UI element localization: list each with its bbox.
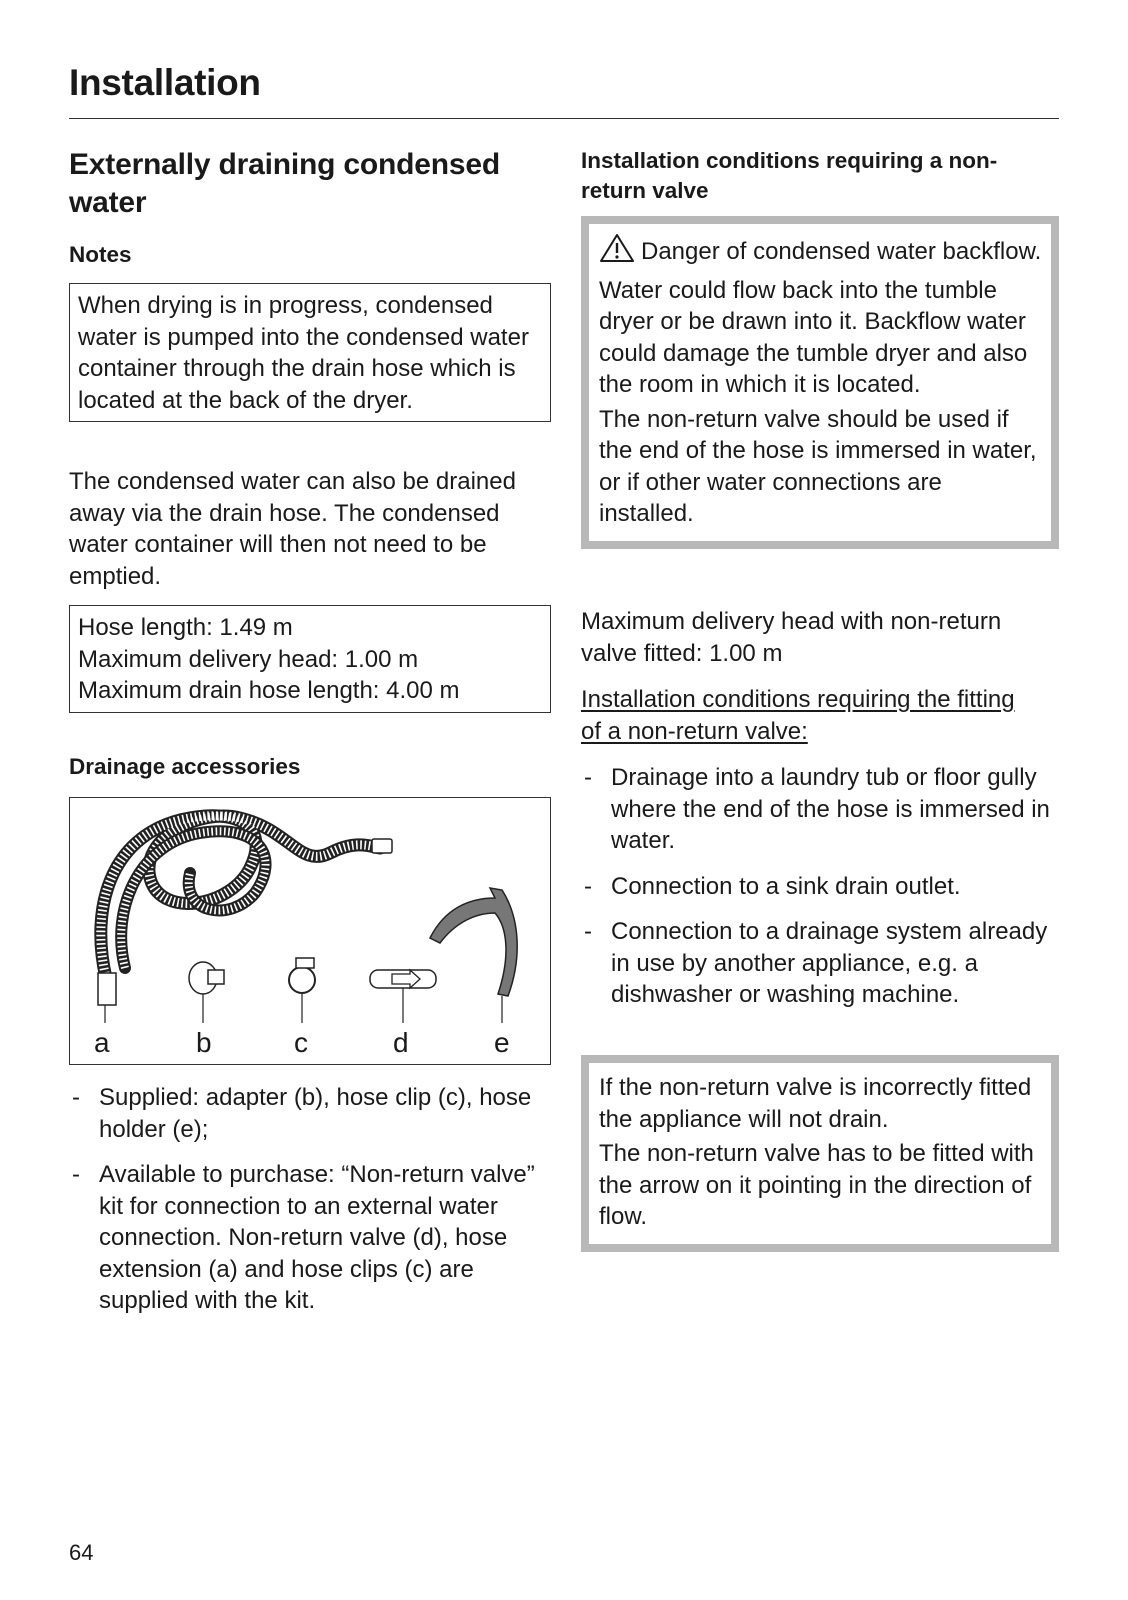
warning-triangle-icon: [599, 233, 635, 272]
list-item-text: Connection to a drainage system already in use by another appliance, e.g. a dishwasher or washing machine.: [611, 918, 1048, 1008]
section-title: Externally draining condensed water: [69, 148, 500, 219]
dash-bullet: -: [72, 1084, 80, 1111]
dash-bullet: -: [584, 918, 592, 945]
list-item: [581, 762, 1059, 857]
fitting-note-box: [581, 1055, 1059, 1252]
list-item-text: Available to purchase: “Non-return valve” kit for connection to an external water connection. Non-return valve (d), hose extension (a) and hose clips (c) are supplied with the kit.: [99, 1161, 535, 1314]
dash-bullet: -: [584, 764, 592, 791]
list-item: [69, 1082, 551, 1145]
warning-paragraph-2: The non-return valve should be used if the end of the hose is immersed in water, or if other water connections are installed.: [599, 405, 1037, 527]
specs-box: [69, 605, 551, 713]
conditions-heading: Installation conditions requiring the fitting of a non-return valve:: [581, 686, 1015, 745]
dash-bullet: -: [584, 872, 592, 900]
warning-box: [581, 216, 1059, 549]
delivery-head-text: Maximum delivery head with non-return valve fitted: 1.00 m: [581, 608, 1002, 667]
figure-label-c: c: [294, 1027, 308, 1058]
accessories-heading: Drainage accessories: [69, 754, 301, 779]
hose-holder-icon: [430, 888, 517, 1023]
drain-paragraph: The condensed water can also be drained away via the drain hose. The condensed water container will then not need to be emptied.: [69, 468, 516, 590]
spec-delivery-head: Maximum delivery head: 1.00 m: [78, 645, 419, 673]
list-item-text: Supplied: adapter (b), hose clip (c), hose holder (e);: [99, 1084, 532, 1143]
non-return-heading: Installation conditions requiring a non-return valve: [581, 148, 998, 203]
spec-hose-length: Hose length: 1.49 m: [78, 614, 293, 641]
figure-label-d: d: [393, 1027, 409, 1058]
warning-title: Danger of condensed water backflow.: [641, 238, 1042, 265]
page-title: Installation: [69, 62, 261, 103]
note-paragraph-1: If the non-return valve is incorrectly fitted the appliance will not drain.: [599, 1074, 1032, 1133]
notes-heading: Notes: [69, 242, 132, 267]
list-item: [69, 1159, 551, 1317]
warning-paragraph-1: Water could flow back into the tumble dryer or be drawn into it. Backflow water could damage the tumble dryer and also the room in which it is located.: [599, 276, 1028, 398]
header-divider: [69, 118, 1059, 119]
drain-hose-icon: [101, 816, 392, 978]
figure-label-b: b: [196, 1027, 212, 1058]
note-paragraph-2: The non-return valve has to be fitted with the arrow on it pointing in the direction of flow.: [599, 1140, 1034, 1230]
accessories-list: [69, 1082, 551, 1331]
dash-bullet: -: [72, 1161, 80, 1188]
accessories-illustration: [70, 798, 549, 1063]
notes-box: When drying is in progress, condensed water is pumped into the condensed water container through the drain hose which is located at the back of the dryer.: [69, 283, 551, 422]
figure-label-a: a: [94, 1027, 110, 1058]
conditions-list: [581, 762, 1059, 1025]
spec-drain-hose-length: Maximum drain hose length: 4.00 m: [78, 677, 460, 704]
list-item-text: Connection to a sink drain outlet.: [611, 872, 961, 900]
list-item-text: Drainage into a laundry tub or floor gully where the end of the hose is immersed in water.: [611, 764, 1050, 854]
figure-label-e: e: [494, 1027, 510, 1058]
hose-extension-icon: [98, 973, 116, 1023]
list-item: [581, 916, 1059, 1011]
hose-clip-icon: [289, 958, 315, 1023]
page-number: 64: [69, 1540, 94, 1565]
list-item: [581, 871, 1059, 903]
non-return-valve-icon: [370, 970, 436, 1023]
drainage-accessories-figure: [69, 797, 551, 1065]
adapter-icon: [189, 962, 224, 1023]
